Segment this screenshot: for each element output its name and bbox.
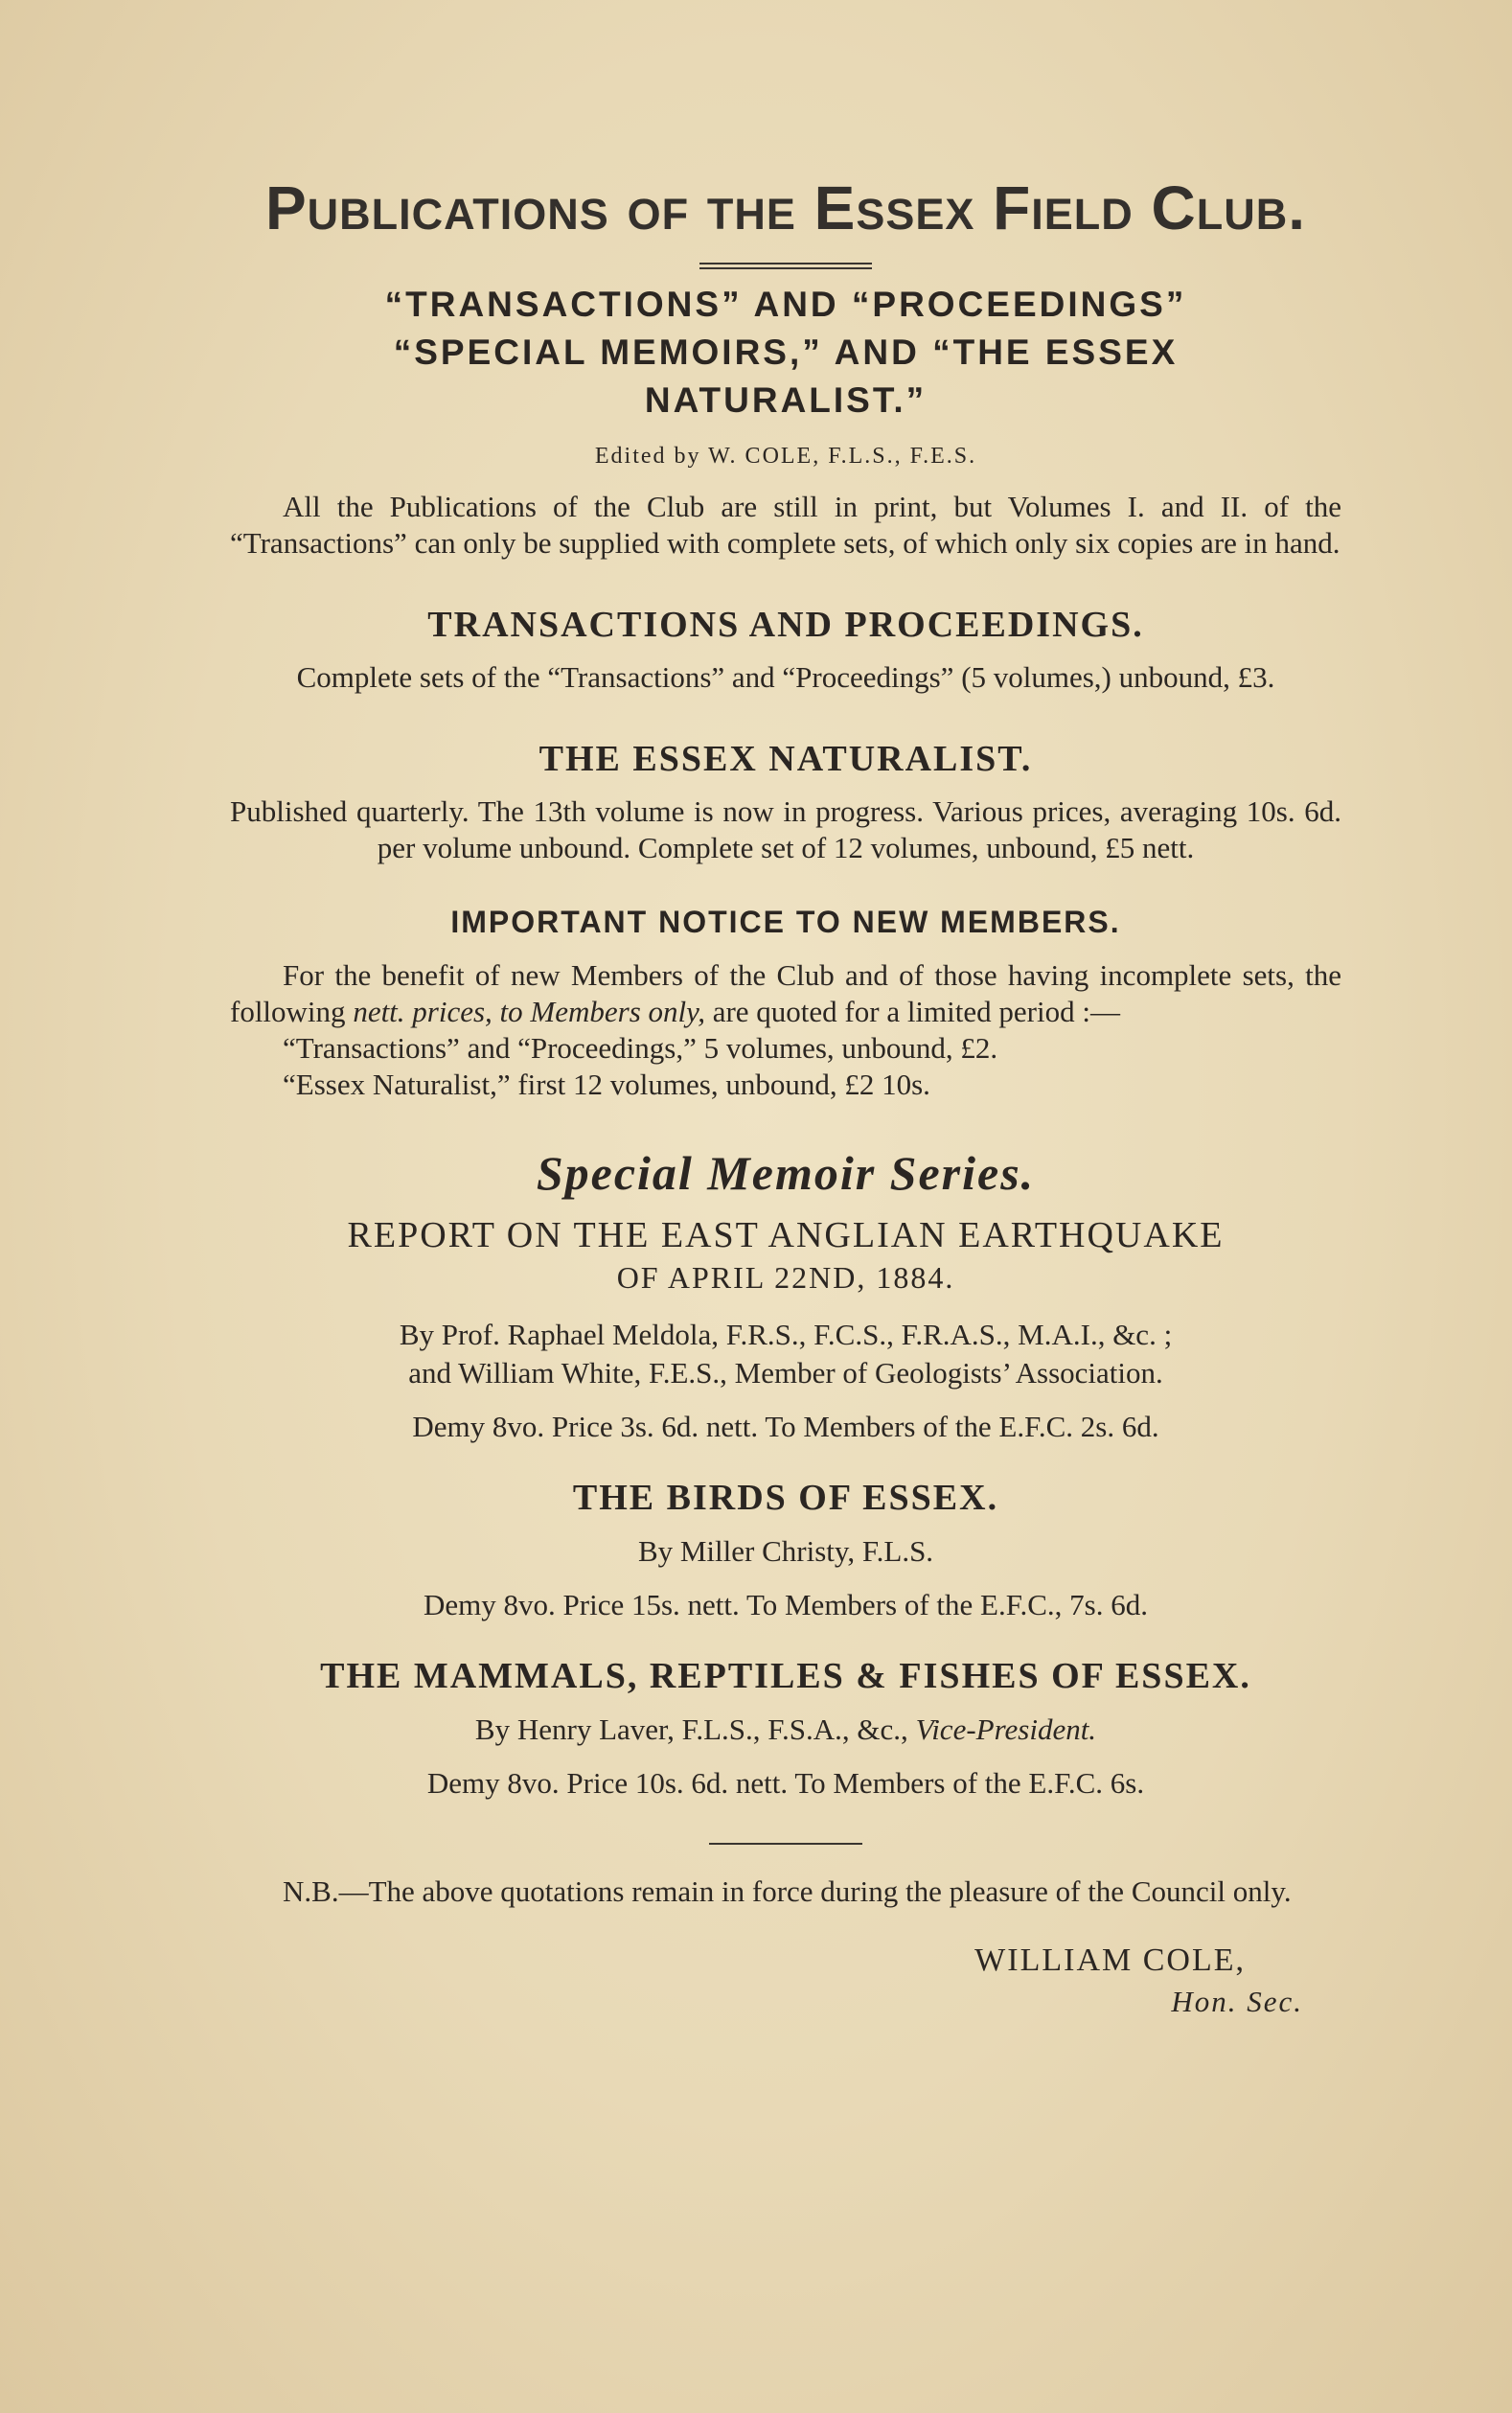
signature-name: WILLIAM COLE,	[974, 1942, 1246, 1978]
notice-offer-transactions: “Transactions” and “Proceedings,” 5 volumes, unbound, £2.	[283, 1031, 998, 1065]
notice-text-after: are quoted for a limited period :—	[704, 995, 1120, 1028]
birds-price: Demy 8vo. Price 15s. nett. To Members of the E.F.C., 7s. 6d.	[424, 1588, 1148, 1621]
publications-page	[230, 144, 1341, 2019]
naturalist-heading: THE ESSEX NATURALIST.	[538, 739, 1033, 779]
mammals-price: Demy 8vo. Price 10s. 6d. nett. To Members of the E.F.C. 6s.	[426, 1766, 1145, 1800]
memoir-series-heading: Special Memoir Series.	[536, 1146, 1036, 1200]
transactions-heading: TRANSACTIONS AND PROCEEDINGS.	[427, 605, 1144, 645]
footer-divider	[709, 1843, 862, 1845]
notice-text-italic: nett. prices, to Members only,	[353, 995, 705, 1028]
mammals-author-line	[230, 1711, 1341, 1749]
notice-offer-naturalist: “Essex Naturalist,” first 12 volumes, unbound, £2 10s.	[283, 1068, 930, 1101]
subtitle-line-3: NATURALIST.”	[644, 380, 928, 420]
mammals-title: THE MAMMALS, REPTILES & FISHES OF ESSEX.	[320, 1656, 1251, 1696]
earthquake-report-title-2: OF APRIL 22ND, 1884.	[616, 1260, 955, 1295]
subtitle-line-2: “SPECIAL MEMOIRS,” AND “THE ESSEX	[393, 333, 1179, 372]
nb-note: N.B.—The above quotations remain in force during the pleasure of the Council only.	[283, 1874, 1292, 1908]
editor-credit: Edited by W. COLE, F.L.S., F.E.S.	[594, 444, 977, 469]
naturalist-text: Published quarterly. The 13th volume is now in progress. Various prices, averaging 10s. 6d. per volume unbound. Complete set of 12 volumes, unbound, £5 nett.	[230, 794, 1341, 864]
intro-paragraph: All the Publications of the Club are still in print, but Volumes I. and II. of the “Transactions” can only be supplied with complete sets, of which only six copies are in hand.	[230, 490, 1341, 560]
notice-text-before: For the benefit of new Members of the Club and of those having incomplete sets, the following	[230, 958, 1341, 1028]
subtitle-line-1: “TRANSACTIONS” AND “PROCEEDINGS”	[384, 285, 1187, 324]
birds-title: THE BIRDS OF ESSEX.	[572, 1478, 999, 1518]
earthquake-authors-2: and William White, F.E.S., Member of Geologists’ Association.	[408, 1356, 1163, 1390]
notice-paragraph	[230, 957, 1341, 1030]
notice-heading: IMPORTANT NOTICE TO NEW MEMBERS.	[450, 905, 1121, 939]
earthquake-authors-1: By Prof. Raphael Meldola, F.R.S., F.C.S., F.R.A.S., M.A.I., &c. ;	[399, 1318, 1173, 1351]
mammals-author-role: Vice-President.	[915, 1712, 1097, 1746]
signature-title: Hon. Sec.	[1171, 1985, 1303, 2018]
transactions-text: Complete sets of the “Transactions” and “Proceedings” (5 volumes,) unbound, £3.	[296, 660, 1275, 694]
earthquake-report-title-1: REPORT ON THE EAST ANGLIAN EARTHQUAKE	[347, 1215, 1225, 1255]
mammals-author: By Henry Laver, F.L.S., F.S.A., &c.,	[474, 1712, 908, 1746]
title-divider	[699, 263, 872, 269]
birds-author: By Miller Christy, F.L.S.	[637, 1534, 934, 1568]
page-title: Publications of the Essex Field Club.	[264, 173, 1307, 242]
earthquake-price: Demy 8vo. Price 3s. 6d. nett. To Members of the E.F.C. 2s. 6d.	[412, 1410, 1159, 1443]
